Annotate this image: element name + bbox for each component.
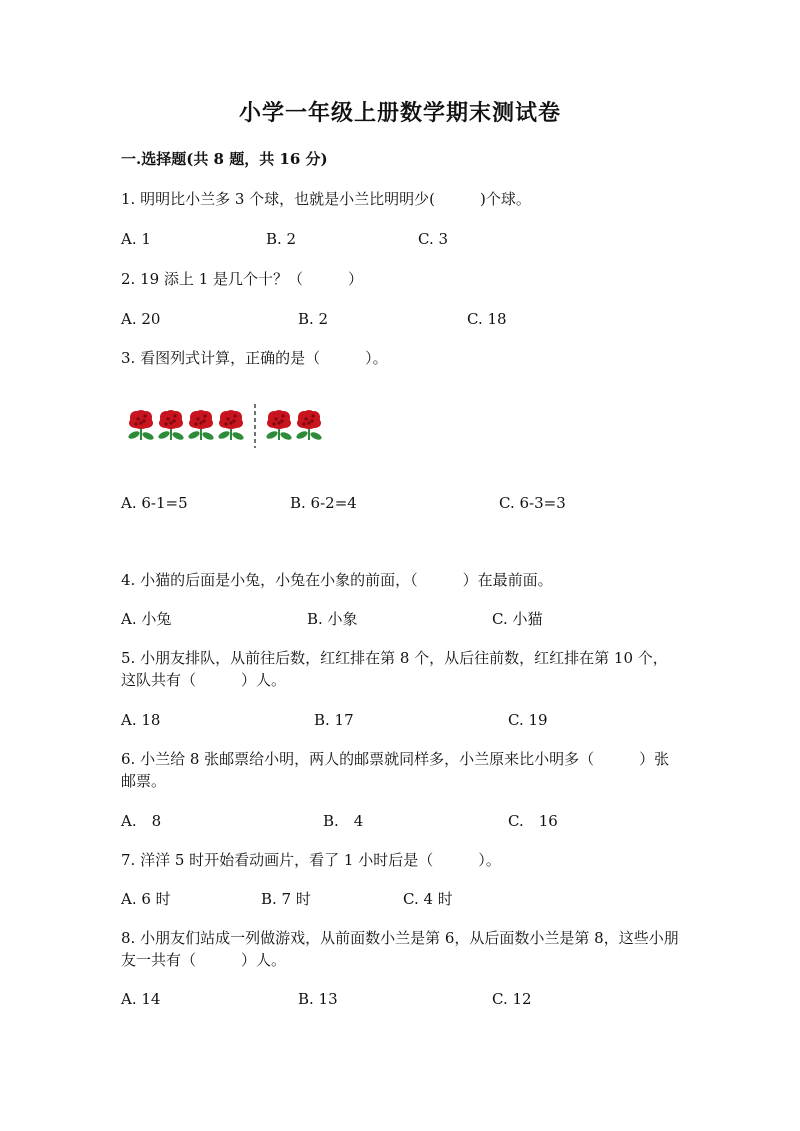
options-7 <box>0 888 800 912</box>
options-5 <box>0 709 800 733</box>
flower-icon <box>157 410 184 441</box>
flower-icon <box>265 410 292 441</box>
option-a[interactable]: A. 6 时 <box>121 890 171 908</box>
option-b[interactable]: B. 7 时 <box>261 890 311 908</box>
option-a[interactable]: A. 18 <box>121 711 161 729</box>
option-c[interactable]: C. 3 <box>418 230 449 248</box>
options-3 <box>0 492 800 516</box>
option-a[interactable]: A. 20 <box>121 310 161 328</box>
options-6 <box>0 810 800 834</box>
question-3: 3. 看图列式计算，正确的是（ ）。 <box>121 349 388 367</box>
options-8 <box>0 988 800 1012</box>
question-7: 7. 洋洋 5 时开始看动画片，看了 1 小时后是（ ）。 <box>121 851 501 869</box>
option-c[interactable]: C. 19 <box>508 711 548 729</box>
option-c[interactable]: C. 4 时 <box>403 890 453 908</box>
flowers-figure <box>121 402 327 450</box>
options-1 <box>0 228 800 252</box>
flower-icon <box>187 410 214 441</box>
option-b[interactable]: B. 13 <box>298 990 338 1008</box>
option-b[interactable]: B. 17 <box>314 711 354 729</box>
option-c[interactable]: C. 12 <box>492 990 532 1008</box>
question-1: 1. 明明比小兰多 3 个球，也就是小兰比明明少( )个球。 <box>121 190 531 208</box>
options-4 <box>0 608 800 632</box>
page-title: 小学一年级上册数学期末测试卷 <box>238 100 561 126</box>
option-a[interactable]: A. 6-1=5 <box>121 494 188 512</box>
option-b[interactable]: B. 小象 <box>307 610 358 628</box>
question-2: 2. 19 添上 1 是几个十？（ ） <box>121 270 364 288</box>
flower-icon <box>217 410 244 441</box>
flower-icon <box>295 410 322 441</box>
option-a[interactable]: A. 14 <box>121 990 161 1008</box>
question-4: 4. 小猫的后面是小兔，小兔在小象的前面，（ ）在最前面。 <box>121 571 553 589</box>
question-5: 5. 小朋友排队，从前往后数，红红排在第 8 个，从后往前数，红红排在第 10 个，这队共有（ ）人。 <box>121 649 668 689</box>
option-b[interactable]: B. 4 <box>323 812 364 830</box>
options-2 <box>0 308 800 332</box>
option-c[interactable]: C. 16 <box>508 812 558 830</box>
option-c[interactable]: C. 18 <box>467 310 507 328</box>
option-b[interactable]: B. 6-2=4 <box>290 494 357 512</box>
option-b[interactable]: B. 2 <box>298 310 329 328</box>
option-a[interactable]: A. 小兔 <box>121 610 172 628</box>
question-6: 6. 小兰给 8 张邮票给小明，两人的邮票就同样多，小兰原来比小明多（ ）张邮票。 <box>121 750 670 790</box>
question-8: 8. 小朋友们站成一列做游戏，从前面数小兰是第 6，从后面数小兰是第 8，这些小朋友一共有（ ）人。 <box>121 929 679 969</box>
option-c[interactable]: C. 小猫 <box>492 610 543 628</box>
section-heading: 一.选择题(共 8 题，共 16 分) <box>121 150 328 168</box>
flower-icon <box>127 410 154 441</box>
option-a[interactable]: A. 1 <box>121 230 151 248</box>
option-a[interactable]: A. 8 <box>121 812 162 830</box>
option-b[interactable]: B. 2 <box>266 230 297 248</box>
option-c[interactable]: C. 6-3=3 <box>499 494 566 512</box>
